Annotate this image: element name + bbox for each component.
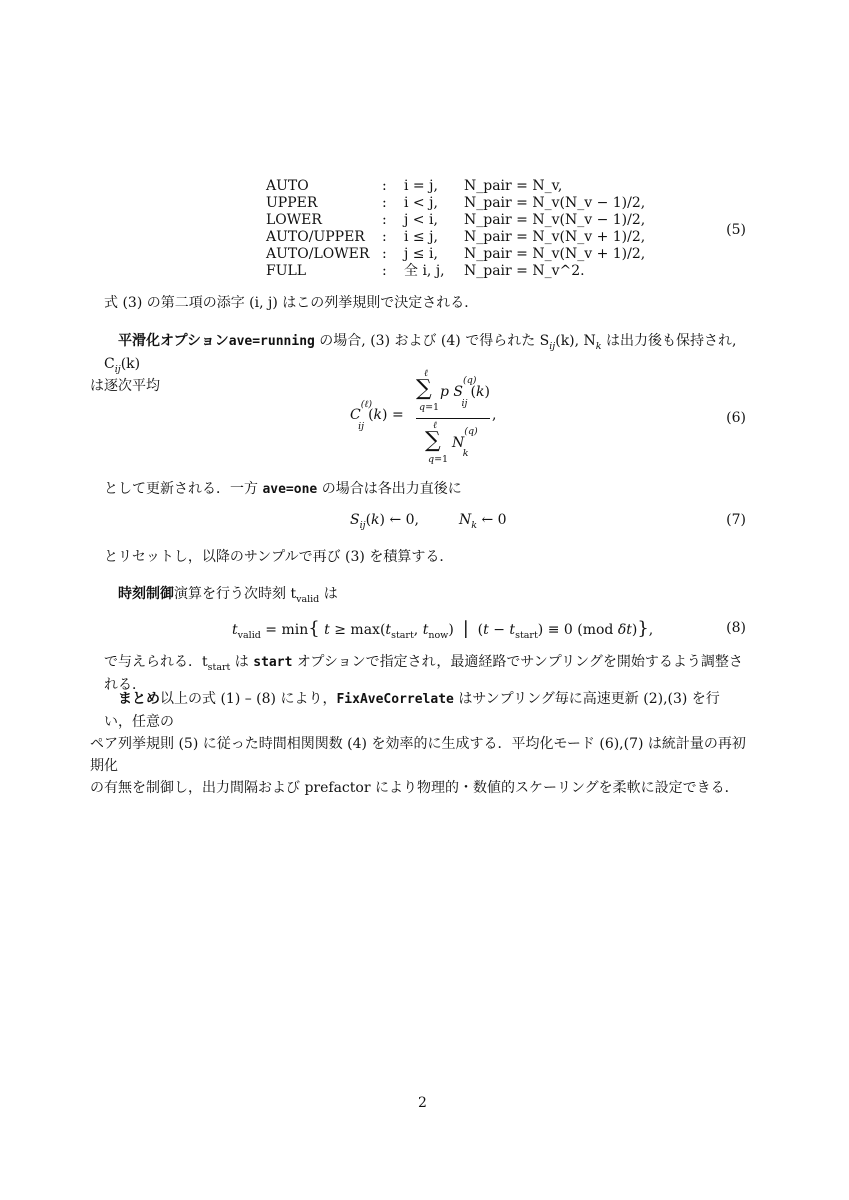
smoothing-text-a: の場合, (3) および (4) で得られた S xyxy=(314,333,550,349)
code-fixavecorrelate: FixAveCorrelate xyxy=(336,692,454,707)
equation-number-5: (5) xyxy=(726,222,746,238)
paragraph-time-control xyxy=(104,583,746,605)
sub-k-1: k xyxy=(595,340,602,352)
smoothing-text-d: (k) xyxy=(120,356,141,372)
code-start: start xyxy=(253,655,293,670)
start-sub: start xyxy=(207,661,231,673)
mode-colon: : xyxy=(382,178,387,194)
equation-number-6: (6) xyxy=(726,410,746,426)
mode-condition: i < j, xyxy=(404,195,438,211)
mode-pair-count: N_pair = N_v(N_v + 1)/2, xyxy=(464,246,646,262)
paragraph-index-rule: 式 (3) の第二項の添字 (i, j) はこの列挙規則で決定される． xyxy=(104,295,479,311)
smoothing-heading: 平滑化オプション xyxy=(118,333,229,349)
eq6-lhs: $C^{(\ell)}_{ij}(k)$ = xyxy=(350,399,404,432)
mode-colon: : xyxy=(382,212,387,228)
paragraph-summary xyxy=(90,688,746,799)
summary-line2: ペア列挙規則 (5) に従った時間相関関数 (4) を効率的に生成する．平均化モード (6),(7) は統計量の再初期化 xyxy=(90,736,746,774)
mode-name: FULL xyxy=(266,263,307,279)
summary-text-b: はサンプリング毎に高速更新 (2),(3) を行い，任意の xyxy=(104,691,720,730)
smoothing-line2: は逐次平均 xyxy=(90,378,160,394)
smoothing-text-c: は出力後も保持され, C xyxy=(104,333,737,372)
mode-colon: : xyxy=(382,229,387,245)
mode-name: AUTO/UPPER xyxy=(266,229,365,245)
eq6-numerator: p $S^{(q)}_{ij}(k)$ xyxy=(440,375,490,409)
paragraph-reset: とリセットし，以降のサンプルで再び (3) を積算する． xyxy=(104,549,454,565)
equation-number-8: (8) xyxy=(726,620,746,636)
eq6-denominator: $N^{(q)}_k$ xyxy=(452,426,478,459)
mode-name: AUTO/LOWER xyxy=(266,246,370,262)
paper-page: AUTO : i = j, N_pair = N_v, UPPER : i < j, N_pair = N_v(N_v − 1)/2, LOWER : j < i, N_pair = N_v(N_v − 1)/2, AUTO/UPPER : i ≤ j, N_pair = N_v(N_v + 1)/2, AUTO/LOWER : j ≤ i, N_pair = N_v(N_v + 1)/2, FULL : 全 i, j, N_pair = N_v^2. (5) 式 (3) の第二項の添字 (i, j) はこの列挙規則で決定される． 平滑化オプションave=running の場合, (3) および (4) で得られた $S_{ij}(k)$, $N_k$ は出力後も保持され, $C_{ij}(k)$ は逐次平均 $C^{(\ell)}_{ij}(k)$ = ℓ ∑ q=1 p $S^{(q)}_{ij}(k)$ ℓ ∑ q=1 $N^{(q)}_k$ , (6) として更新される．一方 ave=one の場合は各出力直後に $S_{ij}(k)$ ← 0, $N_k$ ← 0 (7) とリセットし，以降のサンプルで再び (3) を積算する． 時刻制御演算を行う次時刻 $t_{valid}$ は $t_{valid} = \min${ $t \ge \max(t_{start}$, $t_{now}$) | $(t - t_{start}) \equiv 0$ (mod δt)}, (8) で与えられる．$t_{start}$ は start オプションで指定され，最適経路でサンプリングを開始するよう調整される． まとめ以上の式 (1) – (8) により，FixAveCorrelate はサンプリング毎に高速更新 (2),(3) を行い，任意の ペア列挙規則 (5) に従った時間相関関数 (4) を効率的に生成する．平均化モード (6),(7) は統計量の再初期化 の有無を制御し，出力間隔および prefactor により物理的・数値的スケーリングを柔軟に設定できる． 2 xyxy=(90,178,746,1111)
mode-pair-count: N_pair = N_v, xyxy=(464,178,563,194)
smoothing-text-b: (k), N xyxy=(555,333,596,349)
summary-line3: の有無を制御し，出力間隔および prefactor により物理的・数値的スケーリングを柔軟に設定できる． xyxy=(90,780,739,796)
mode-condition: i ≤ j, xyxy=(404,229,438,245)
eq6-fraction-bar xyxy=(416,418,490,419)
mode-row xyxy=(266,246,645,263)
mode-row xyxy=(266,178,645,195)
time-control-end: は xyxy=(319,586,338,602)
equation-7: $S_{ij}(k)$ ← 0, $N_k$ ← 0 xyxy=(350,512,507,531)
start-text-b: は xyxy=(230,654,254,670)
time-control-heading: 時刻制御 xyxy=(118,586,174,602)
time-control-text: 演算を行う次時刻 t xyxy=(174,586,297,602)
mode-pair-count: N_pair = N_v^2. xyxy=(464,263,585,279)
code-ave-one: ave=one xyxy=(262,482,318,497)
pairing-mode-table xyxy=(266,178,645,280)
mode-name: AUTO xyxy=(266,178,309,194)
mode-condition: j < i, xyxy=(404,212,438,228)
mode-pair-count: N_pair = N_v(N_v + 1)/2, xyxy=(464,229,646,245)
start-text-a: で与えられる．t xyxy=(104,654,208,670)
mode-colon: : xyxy=(382,246,387,262)
mode-row xyxy=(266,229,645,246)
equation-number-7: (7) xyxy=(726,512,746,528)
sub-ij-1: ij xyxy=(549,340,556,352)
start-text-c: オプションで指定され，最適経路でサンプリングを開始するよう調整される． xyxy=(104,654,743,693)
ave-one-text-b: の場合は各出力直後に xyxy=(317,481,462,497)
mode-condition: 全 i, j, xyxy=(404,263,445,279)
mode-condition: j ≤ i, xyxy=(404,246,438,262)
mode-row xyxy=(266,195,645,212)
mode-name: UPPER xyxy=(266,195,318,211)
summary-text-a: 以上の式 (1) – (8) により， xyxy=(160,691,337,707)
equation-8: $t_{valid} = \min${ $t \ge \max(t_{start}$, $t_{now}$) | $(t - t_{start}) \equiv 0$ (mod δt)}, xyxy=(232,618,654,641)
mode-name: LOWER xyxy=(266,212,322,228)
mode-colon: : xyxy=(382,195,387,211)
ave-one-text-a: として更新される．一方 xyxy=(104,481,263,497)
summary-heading: まとめ xyxy=(118,691,160,707)
page-number: 2 xyxy=(418,1095,427,1111)
mode-condition: i = j, xyxy=(404,178,438,194)
time-control-sub: valid xyxy=(296,593,320,605)
mode-row xyxy=(266,263,645,280)
sub-ij-2: ij xyxy=(114,363,121,375)
mode-colon: : xyxy=(382,263,387,279)
mode-row xyxy=(266,212,645,229)
paragraph-ave-one xyxy=(104,478,746,501)
code-ave-running: ave=running xyxy=(228,334,315,349)
mode-pair-count: N_pair = N_v(N_v − 1)/2, xyxy=(464,195,646,211)
mode-pair-count: N_pair = N_v(N_v − 1)/2, xyxy=(464,212,646,228)
